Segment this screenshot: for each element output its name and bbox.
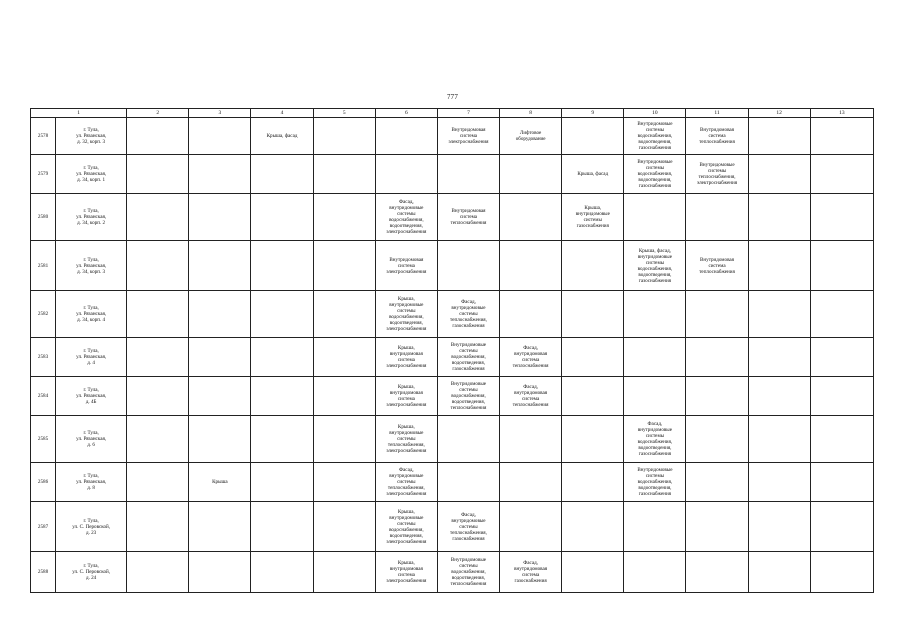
work-cell-7: Внутридомовая система теплоснабжения: [437, 194, 499, 241]
address-cell: г. Тула, ул. Рязанская, д. 34, корп. 3: [56, 241, 127, 291]
work-cell-6: Крыша, внутридомовые системы теплоснабжения, электроснабжения: [375, 416, 437, 463]
work-cell-4: [251, 291, 313, 338]
work-cell-8: [500, 194, 562, 241]
work-cell-3: [189, 291, 251, 338]
work-cell-8: Лифтовое оборудование: [500, 118, 562, 155]
work-cell-11: [686, 416, 748, 463]
row-number-cell: 2587: [31, 502, 56, 552]
work-cell-5: [313, 155, 375, 194]
work-cell-3: [189, 416, 251, 463]
work-cell-7: Внутридомовые системы водоснабжения, водоотведения, теплоснабжения: [437, 377, 499, 416]
address-cell: г. Тула, ул. Рязанская, д. 34, корп. 2: [56, 194, 127, 241]
work-cell-2: [127, 502, 189, 552]
work-cell-9: [562, 338, 624, 377]
work-cell-5: [313, 463, 375, 502]
table-row: [31, 463, 874, 502]
work-cell-13: [810, 552, 873, 593]
header-cell-13: 13: [810, 109, 873, 118]
work-cell-13: [810, 291, 873, 338]
work-cell-6: Крыша, внутридомовые системы водоснабжения, водоотведения, электроснабжения: [375, 502, 437, 552]
work-cell-7: [437, 241, 499, 291]
row-number-cell: 2579: [31, 155, 56, 194]
work-cell-2: [127, 377, 189, 416]
header-cell-3: 3: [189, 109, 251, 118]
work-cell-4: [251, 241, 313, 291]
work-cell-6: Крыша, внутридомовая система электроснабжения: [375, 377, 437, 416]
work-cell-13: [810, 118, 873, 155]
address-cell: г. Тула, ул. Рязанская, д. 6: [56, 416, 127, 463]
work-cell-7: [437, 463, 499, 502]
work-cell-7: Внутридомовые системы водоснабжения, водоотведения, газоснабжения: [437, 338, 499, 377]
work-cell-12: [748, 118, 810, 155]
work-cell-8: [500, 291, 562, 338]
table-row: [31, 155, 874, 194]
work-cell-5: [313, 377, 375, 416]
work-cell-3: Крыша: [189, 463, 251, 502]
work-cell-8: Фасад, внутридомовая система теплоснабжения: [500, 377, 562, 416]
work-cell-10: [624, 194, 686, 241]
work-cell-4: [251, 377, 313, 416]
work-cell-11: Внутридомовая система теплоснабжения: [686, 118, 748, 155]
header-cell-8: 8: [500, 109, 562, 118]
row-number-cell: 2581: [31, 241, 56, 291]
work-cell-6: Фасад, внутридомовые системы водоснабжения, водоотведения, электроснабжения: [375, 194, 437, 241]
work-cell-10: Крыша, фасад, внутридомовые системы водоснабжения, водоотведения, газоснабжения: [624, 241, 686, 291]
address-cell: г. Тула, ул. С. Перовской, д. 23: [56, 502, 127, 552]
work-cell-10: [624, 552, 686, 593]
work-cell-2: [127, 241, 189, 291]
table-row: [31, 291, 874, 338]
row-number-cell: 2584: [31, 377, 56, 416]
work-cell-12: [748, 552, 810, 593]
work-cell-3: [189, 155, 251, 194]
work-cell-5: [313, 241, 375, 291]
work-cell-3: [189, 118, 251, 155]
work-cell-10: [624, 291, 686, 338]
work-cell-7: Фасад, внутридомовые системы теплоснабжения, газоснабжения: [437, 502, 499, 552]
work-cell-10: Внутридомовые системы водоснабжения, водоотведения, газоснабжения: [624, 118, 686, 155]
work-cell-2: [127, 552, 189, 593]
header-cell-10: 10: [624, 109, 686, 118]
address-cell: г. Тула, ул. Рязанская, д. 34, корп. 1: [56, 155, 127, 194]
work-cell-11: Внутридомовые системы теплоснабжения, электроснабжения: [686, 155, 748, 194]
header-cell-1: 1: [31, 109, 127, 118]
table-row: [31, 118, 874, 155]
row-number-cell: 2583: [31, 338, 56, 377]
address-cell: г. Тула, ул. Рязанская, д. 8: [56, 463, 127, 502]
work-cell-8: [500, 416, 562, 463]
work-cell-12: [748, 338, 810, 377]
work-cell-6: Фасад, внутридомовые системы теплоснабжения, электроснабжения: [375, 463, 437, 502]
work-cell-12: [748, 155, 810, 194]
row-number-cell: 2585: [31, 416, 56, 463]
work-cell-2: [127, 118, 189, 155]
header-cell-2: 2: [127, 109, 189, 118]
table-row: [31, 552, 874, 593]
row-number-cell: 2582: [31, 291, 56, 338]
work-cell-12: [748, 194, 810, 241]
work-cell-2: [127, 463, 189, 502]
repair-schedule-table: [30, 108, 874, 593]
work-cell-13: [810, 377, 873, 416]
work-cell-8: [500, 155, 562, 194]
work-cell-4: [251, 416, 313, 463]
work-cell-12: [748, 241, 810, 291]
work-cell-8: Фасад, внутридомовая система теплоснабжения: [500, 338, 562, 377]
work-cell-11: [686, 377, 748, 416]
work-cell-8: [500, 502, 562, 552]
table-row: [31, 416, 874, 463]
work-cell-5: [313, 291, 375, 338]
work-cell-5: [313, 338, 375, 377]
work-cell-9: Крыша, фасад: [562, 155, 624, 194]
work-cell-10: [624, 338, 686, 377]
work-cell-8: Фасад, внутридомовая система газоснабжения: [500, 552, 562, 593]
work-cell-5: [313, 502, 375, 552]
header-cell-5: 5: [313, 109, 375, 118]
work-cell-10: Фасад, внутридомовые системы водоснабжения, водоотведения, газоснабжения: [624, 416, 686, 463]
work-cell-8: [500, 241, 562, 291]
work-cell-13: [810, 194, 873, 241]
work-cell-13: [810, 338, 873, 377]
work-cell-3: [189, 502, 251, 552]
work-cell-13: [810, 416, 873, 463]
work-cell-6: [375, 118, 437, 155]
work-cell-13: [810, 155, 873, 194]
address-cell: г. Тула, ул. С. Перовской, д. 24: [56, 552, 127, 593]
work-cell-12: [748, 502, 810, 552]
work-cell-5: [313, 194, 375, 241]
header-cell-6: 6: [375, 109, 437, 118]
work-cell-10: Внутридомовые системы водоснабжения, водоотведения, газоснабжения: [624, 463, 686, 502]
work-cell-7: [437, 416, 499, 463]
address-cell: г. Тула, ул. Рязанская, д. 4Б: [56, 377, 127, 416]
work-cell-11: Внутридомовая система теплоснабжения: [686, 241, 748, 291]
address-cell: г. Тула, ул. Рязанская, д. 4: [56, 338, 127, 377]
work-cell-4: Крыша, фасад: [251, 118, 313, 155]
page-number: 777: [446, 93, 459, 101]
work-cell-10: [624, 377, 686, 416]
header-cell-11: 11: [686, 109, 748, 118]
work-cell-11: [686, 291, 748, 338]
work-cell-3: [189, 552, 251, 593]
work-cell-7: Внутридомовая система электроснабжения: [437, 118, 499, 155]
row-number-cell: 2578: [31, 118, 56, 155]
work-cell-7: Фасад, внутридомовые системы теплоснабжения, газоснабжения: [437, 291, 499, 338]
work-cell-10: [624, 502, 686, 552]
work-cell-9: [562, 118, 624, 155]
work-cell-12: [748, 291, 810, 338]
work-cell-9: [562, 291, 624, 338]
work-cell-9: Крыша, внутридомовые системы газоснабжения: [562, 194, 624, 241]
work-cell-7: Внутридомовые системы водоснабжения, водоотведения, теплоснабжения: [437, 552, 499, 593]
work-cell-11: [686, 552, 748, 593]
work-cell-9: [562, 502, 624, 552]
work-cell-11: [686, 463, 748, 502]
work-cell-2: [127, 338, 189, 377]
work-cell-4: [251, 338, 313, 377]
work-cell-4: [251, 194, 313, 241]
work-cell-2: [127, 155, 189, 194]
table-row: [31, 338, 874, 377]
work-cell-6: Крыша, внутридомовая система электроснабжения: [375, 552, 437, 593]
header-cell-4: 4: [251, 109, 313, 118]
work-cell-3: [189, 241, 251, 291]
work-cell-10: Внутридомовые системы водоснабжения, водоотведения, газоснабжения: [624, 155, 686, 194]
table-row: [31, 241, 874, 291]
work-cell-9: [562, 416, 624, 463]
header-cell-7: 7: [437, 109, 499, 118]
table-header-row: [31, 109, 874, 118]
work-cell-5: [313, 552, 375, 593]
work-cell-5: [313, 416, 375, 463]
work-cell-11: [686, 338, 748, 377]
work-cell-12: [748, 377, 810, 416]
work-cell-3: [189, 194, 251, 241]
header-cell-12: 12: [748, 109, 810, 118]
work-cell-13: [810, 241, 873, 291]
work-cell-8: [500, 463, 562, 502]
work-cell-3: [189, 338, 251, 377]
row-number-cell: 2580: [31, 194, 56, 241]
work-cell-3: [189, 377, 251, 416]
work-cell-6: Крыша, внутридомовые системы водоснабжения, водоотведения, электроснабжения: [375, 291, 437, 338]
work-cell-12: [748, 463, 810, 502]
table-body: [31, 118, 874, 593]
address-cell: г. Тула, ул. Рязанская, д. 34, корп. 4: [56, 291, 127, 338]
row-number-cell: 2588: [31, 552, 56, 593]
work-cell-4: [251, 502, 313, 552]
work-cell-11: [686, 194, 748, 241]
work-cell-9: [562, 552, 624, 593]
table-row: [31, 377, 874, 416]
work-cell-7: [437, 155, 499, 194]
work-cell-2: [127, 416, 189, 463]
table-row: [31, 194, 874, 241]
work-cell-6: [375, 155, 437, 194]
work-cell-4: [251, 552, 313, 593]
work-cell-13: [810, 463, 873, 502]
work-cell-9: [562, 463, 624, 502]
work-cell-2: [127, 194, 189, 241]
work-cell-4: [251, 155, 313, 194]
work-cell-4: [251, 463, 313, 502]
work-cell-5: [313, 118, 375, 155]
work-cell-12: [748, 416, 810, 463]
header-cell-9: 9: [562, 109, 624, 118]
work-cell-13: [810, 502, 873, 552]
address-cell: г. Тула, ул. Рязанская, д. 32, корп. 3: [56, 118, 127, 155]
row-number-cell: 2586: [31, 463, 56, 502]
work-cell-6: Крыша, внутридомовая система электроснабжения: [375, 338, 437, 377]
table-row: [31, 502, 874, 552]
work-cell-11: [686, 502, 748, 552]
work-cell-6: Внутридомовая система электроснабжения: [375, 241, 437, 291]
work-cell-9: [562, 377, 624, 416]
work-cell-2: [127, 291, 189, 338]
work-cell-9: [562, 241, 624, 291]
